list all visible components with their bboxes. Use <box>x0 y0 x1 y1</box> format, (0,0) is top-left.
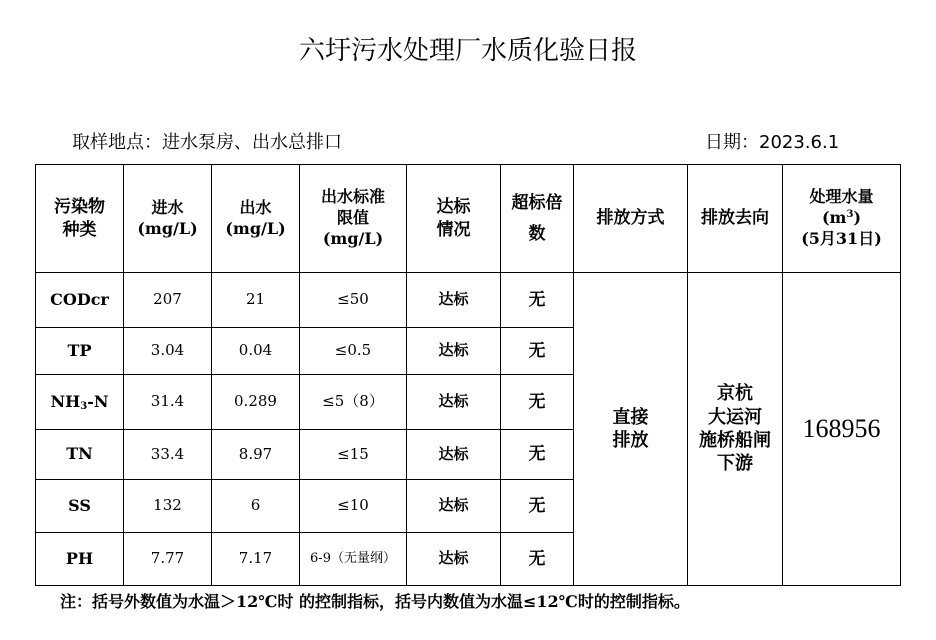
exceed-cell: 无 <box>501 328 574 375</box>
header-influent-line1: 进水 <box>151 197 184 217</box>
report-date: 日期：2023.6.1 <box>705 132 840 153</box>
header-limit <box>300 165 407 273</box>
destination-line2: 大运河 <box>708 406 762 428</box>
header-effluent-line2: (mg/L) <box>225 218 286 238</box>
header-pollutant <box>36 165 124 273</box>
header-limit-line1: 出水标准 <box>320 187 385 207</box>
status-cell: 达标 <box>407 480 501 533</box>
status-cell: 达标 <box>407 273 501 328</box>
report-title: 六圩污水处理厂水质化验日报 <box>298 36 637 66</box>
influent-cell: 3.04 <box>124 328 212 375</box>
limit-cell: ≤15 <box>300 430 407 480</box>
param-cell: PH <box>36 533 124 586</box>
header-pollutant-line1: 污染物 <box>54 197 105 218</box>
param-cell: TP <box>36 328 124 375</box>
header-flow-date: (5月31日) <box>801 228 882 248</box>
effluent-cell: 7.17 <box>212 533 300 586</box>
influent-cell: 7.77 <box>124 533 212 586</box>
header-flow-unit: $(m^3)$ <box>821 208 862 228</box>
header-compliance <box>407 165 501 273</box>
status-cell: 达标 <box>407 375 501 430</box>
limit-cell: ≤50 <box>300 273 407 328</box>
exceed-cell: 无 <box>501 480 574 533</box>
water-quality-table <box>35 164 901 586</box>
header-method: 排放方式 <box>574 165 688 273</box>
effluent-cell: 8.97 <box>212 430 300 480</box>
discharge-destination-cell <box>688 273 783 586</box>
header-pollutant-line2: 种类 <box>62 219 97 240</box>
status-cell: 达标 <box>407 533 501 586</box>
exceed-cell: 无 <box>501 430 574 480</box>
effluent-cell: 21 <box>212 273 300 328</box>
limit-cell: ≤5（8） <box>300 375 407 430</box>
influent-cell: 207 <box>124 273 212 328</box>
status-cell: 达标 <box>407 328 501 375</box>
flow-volume-cell: 168956 <box>783 273 901 586</box>
destination-line4: 下游 <box>717 453 753 475</box>
destination-line1: 京杭 <box>717 383 753 405</box>
header-limit-line2: 限值 <box>336 208 369 228</box>
header-row <box>36 165 901 273</box>
limit-cell: ≤10 <box>300 480 407 533</box>
header-flow <box>783 165 901 273</box>
influent-cell: 132 <box>124 480 212 533</box>
discharge-method-cell <box>574 273 688 586</box>
header-effluent <box>212 165 300 273</box>
footnote: 注：括号外数值为水温＞12℃时 的控制指标，括号内数值为水温≤12℃时的控制指标。 <box>60 592 690 611</box>
param-cell: TN <box>36 430 124 480</box>
method-line1: 直接 <box>612 406 649 428</box>
header-destination: 排放去向 <box>688 165 783 273</box>
header-exceed <box>501 165 574 273</box>
param-cell: $NH_3-N$ <box>36 375 124 430</box>
influent-cell: 33.4 <box>124 430 212 480</box>
exceed-cell: 无 <box>501 375 574 430</box>
header-compliance-line2: 情况 <box>436 219 471 240</box>
header-limit-line3: (mg/L) <box>322 228 384 248</box>
effluent-cell: 6 <box>212 480 300 533</box>
sampling-location: 取样地点：进水泵房、出水总排口 <box>72 132 342 153</box>
destination-line3: 施桥船闸 <box>699 430 771 451</box>
method-line2: 排放 <box>612 430 649 451</box>
header-flow-line1: 处理水量 <box>809 187 874 207</box>
header-influent <box>124 165 212 273</box>
effluent-cell: 0.289 <box>212 375 300 430</box>
exceed-cell: 无 <box>501 273 574 328</box>
exceed-cell: 无 <box>501 533 574 586</box>
param-cell: SS <box>36 480 124 533</box>
header-effluent-line1: 出水 <box>239 197 272 217</box>
limit-cell: 6-9（无量纲） <box>300 533 407 586</box>
header-influent-line2: (mg/L) <box>137 218 198 238</box>
status-cell: 达标 <box>407 430 501 480</box>
header-exceed-line1: 超标倍 <box>511 193 563 214</box>
param-cell: CODcr <box>36 273 124 328</box>
limit-cell: ≤0.5 <box>300 328 407 375</box>
effluent-cell: 0.04 <box>212 328 300 375</box>
header-exceed-line2: 数 <box>528 223 546 244</box>
table-row <box>36 273 901 328</box>
header-compliance-line1: 达标 <box>436 197 471 218</box>
influent-cell: 31.4 <box>124 375 212 430</box>
